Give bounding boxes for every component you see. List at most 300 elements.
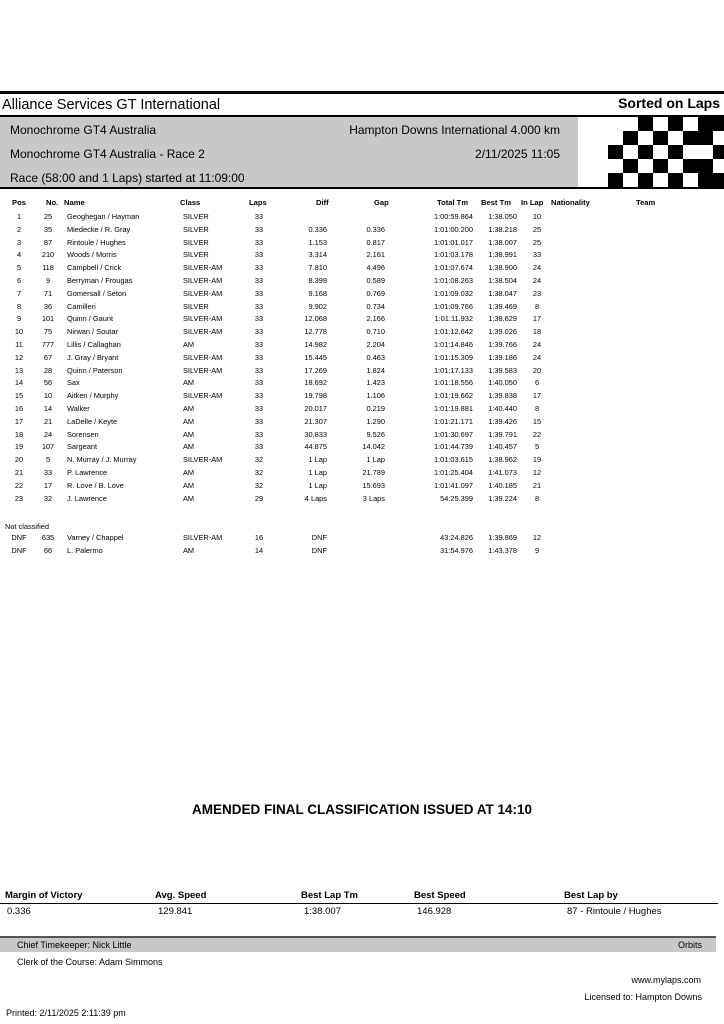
cell-gap: 0.710 bbox=[366, 327, 385, 337]
cell-best-tm: 1:38.047 bbox=[488, 288, 517, 298]
cell-pos: 9 bbox=[16, 314, 22, 324]
best-lap-label: Best Lap Tm bbox=[301, 890, 359, 901]
cell-no: 5 bbox=[45, 455, 51, 465]
cell-best-tm: 1:39.426 bbox=[488, 416, 517, 426]
cell-laps: 33 bbox=[254, 442, 264, 452]
cell-name: J. Lawrence bbox=[67, 493, 107, 503]
table-row bbox=[0, 391, 724, 404]
cell-total-tm: 1:01:09.766 bbox=[433, 301, 473, 311]
flag-square bbox=[653, 131, 668, 145]
cell-best-tm: 1:39.869 bbox=[488, 533, 517, 542]
cell-no: 36 bbox=[43, 301, 53, 311]
cell-pos: DNF bbox=[11, 533, 27, 542]
cell-laps: 33 bbox=[254, 391, 264, 401]
cell-diff: 15.445 bbox=[304, 352, 327, 362]
cell-diff: 8.399 bbox=[308, 276, 327, 285]
cell-best-tm: 1:39.026 bbox=[488, 327, 517, 337]
cell-pos: 8 bbox=[16, 301, 22, 311]
cell-name: LaDelle / Keyte bbox=[67, 416, 118, 426]
cell-class: SILVER bbox=[183, 224, 209, 234]
cell-gap: 1.824 bbox=[366, 365, 385, 375]
cell-laps: 33 bbox=[254, 301, 264, 311]
cell-in-lap: 12 bbox=[532, 468, 542, 477]
cell-diff: 44.875 bbox=[304, 442, 327, 452]
best-lap-value: 1:38.007 bbox=[304, 906, 341, 917]
cell-laps: 14 bbox=[254, 545, 264, 555]
cell-no: 635 bbox=[41, 533, 55, 542]
col-laps: Laps bbox=[249, 198, 267, 207]
cell-no: 107 bbox=[41, 442, 55, 452]
cell-total-tm: 1:01:08.263 bbox=[433, 276, 473, 285]
cell-diff: 14.982 bbox=[304, 340, 327, 349]
cell-gap: 0.336 bbox=[366, 224, 385, 234]
cell-best-tm: 1:38.962 bbox=[488, 455, 517, 465]
flag-square bbox=[698, 173, 713, 187]
cell-in-lap: 15 bbox=[532, 416, 542, 426]
cell-pos: 14 bbox=[14, 378, 24, 388]
cell-pos: 16 bbox=[14, 404, 24, 413]
cell-total-tm: 1:00:59.864 bbox=[433, 212, 473, 221]
col-no: No. bbox=[46, 198, 59, 207]
cell-in-lap: 24 bbox=[532, 263, 542, 273]
cell-no: 87 bbox=[43, 237, 53, 247]
cell-class: SILVER-AM bbox=[183, 288, 223, 298]
cell-class: AM bbox=[183, 545, 195, 555]
table-row bbox=[0, 353, 724, 366]
flag-square bbox=[683, 131, 698, 145]
cell-pos: 7 bbox=[16, 288, 22, 298]
cell-gap: 9.526 bbox=[366, 429, 385, 439]
best-speed-label: Best Speed bbox=[414, 890, 466, 901]
cell-best-tm: 1:39.224 bbox=[488, 493, 517, 503]
cell-total-tm: 1:01:25.404 bbox=[433, 468, 473, 477]
race-date: 2/11/2025 11:05 bbox=[475, 147, 560, 161]
cell-name: Gomersall / Seton bbox=[67, 288, 127, 298]
cell-name: Quinn / Paterson bbox=[67, 365, 123, 375]
cell-laps: 33 bbox=[254, 263, 264, 273]
cell-diff: 9.168 bbox=[308, 288, 327, 298]
cell-in-lap: 24 bbox=[532, 352, 542, 362]
flag-square bbox=[698, 117, 713, 131]
cell-name: P. Lawrence bbox=[67, 468, 108, 477]
cell-in-lap: 10 bbox=[532, 212, 542, 221]
avg-speed-value: 129.841 bbox=[158, 906, 193, 917]
summary-rule bbox=[0, 903, 718, 904]
cell-class: SILVER-AM bbox=[183, 455, 223, 465]
race-name: Monochrome GT4 Australia - Race 2 bbox=[10, 147, 205, 161]
cell-gap: 0.219 bbox=[366, 404, 385, 413]
cell-no: 25 bbox=[43, 212, 53, 221]
cell-name: Walker bbox=[67, 404, 90, 413]
cell-diff: 9.902 bbox=[308, 301, 327, 311]
timekeeper-rule bbox=[0, 936, 716, 938]
avg-speed-label: Avg. Speed bbox=[155, 890, 207, 901]
cell-in-lap: 23 bbox=[532, 288, 542, 298]
cell-best-tm: 1:39.766 bbox=[488, 340, 517, 349]
table-row bbox=[0, 276, 724, 289]
cell-gap: 1.423 bbox=[366, 378, 385, 388]
cell-name: Berryman / Frougas bbox=[67, 276, 133, 285]
cell-in-lap: 6 bbox=[534, 378, 540, 388]
col-in-lap: In Lap bbox=[521, 198, 544, 207]
cell-class: AM bbox=[183, 480, 195, 490]
cell-no: 17 bbox=[43, 480, 53, 490]
cell-name: R. Love / B. Love bbox=[67, 480, 124, 490]
cell-class: AM bbox=[183, 340, 195, 349]
cell-gap: 3 Laps bbox=[362, 493, 385, 503]
cell-best-tm: 1:40.185 bbox=[488, 480, 517, 490]
cell-best-tm: 1:39.791 bbox=[488, 429, 517, 439]
cell-total-tm: 1:01:15.309 bbox=[433, 352, 473, 362]
best-lap-by-value: 87 - Rintoule / Hughes bbox=[567, 906, 662, 917]
cell-gap: 21.789 bbox=[362, 468, 385, 477]
cell-no: 66 bbox=[43, 545, 53, 555]
header-top-rule bbox=[0, 91, 724, 94]
flag-square bbox=[638, 173, 653, 187]
cell-gap: 2.161 bbox=[366, 250, 385, 260]
table-row bbox=[0, 404, 724, 417]
cell-pos: 12 bbox=[14, 352, 24, 362]
cell-best-tm: 1:38.218 bbox=[488, 224, 517, 234]
table-row bbox=[0, 263, 724, 276]
cell-best-tm: 1:38.504 bbox=[488, 276, 517, 285]
cell-pos: DNF bbox=[11, 545, 27, 555]
table-row bbox=[0, 289, 724, 302]
cell-laps: 33 bbox=[254, 314, 264, 324]
cell-total-tm: 1:01:03.178 bbox=[433, 250, 473, 260]
cell-name: Sorensen bbox=[67, 429, 99, 439]
licensed-to: Licensed to: Hampton Downs bbox=[584, 992, 702, 1002]
cell-no: 75 bbox=[43, 327, 53, 337]
not-classified-label: Not classified bbox=[5, 522, 49, 531]
col-total-tm: Total Tm bbox=[437, 198, 469, 207]
cell-laps: 33 bbox=[254, 212, 264, 221]
cell-no: 101 bbox=[41, 314, 55, 324]
cell-gap: 2.204 bbox=[366, 340, 385, 349]
cell-best-tm: 1:39.838 bbox=[488, 391, 517, 401]
cell-diff: 17.269 bbox=[304, 365, 327, 375]
cell-class: SILVER-AM bbox=[183, 276, 223, 285]
cell-name: Campbell / Crick bbox=[67, 263, 122, 273]
cell-gap: 14.042 bbox=[362, 442, 385, 452]
cell-in-lap: 25 bbox=[532, 237, 542, 247]
cell-gap: 15.693 bbox=[362, 480, 385, 490]
cell-total-tm: 1:01:19.881 bbox=[433, 404, 473, 413]
cell-class: AM bbox=[183, 429, 195, 439]
cell-laps: 33 bbox=[254, 327, 264, 337]
cell-best-tm: 1:41.073 bbox=[488, 468, 517, 477]
table-row bbox=[0, 340, 724, 353]
flag-square bbox=[638, 145, 653, 159]
cell-no: 24 bbox=[43, 429, 53, 439]
cell-name: Rintoule / Hughes bbox=[67, 237, 126, 247]
orbits-label: Orbits bbox=[677, 940, 702, 950]
cell-name: Lillis / Callaghan bbox=[67, 340, 121, 349]
cell-total-tm: 1:01:03.615 bbox=[433, 455, 473, 465]
table-row bbox=[0, 455, 724, 468]
cell-in-lap: 19 bbox=[532, 455, 542, 465]
cell-laps: 33 bbox=[254, 429, 264, 439]
margin-value: 0.336 bbox=[7, 906, 31, 917]
cell-diff: DNF bbox=[311, 533, 327, 542]
cell-gap: 0.817 bbox=[366, 237, 385, 247]
cell-in-lap: 8 bbox=[534, 493, 540, 503]
cell-pos: 13 bbox=[14, 365, 24, 375]
col-team: Team bbox=[636, 198, 656, 207]
flag-square bbox=[698, 159, 713, 173]
cell-laps: 33 bbox=[254, 237, 264, 247]
website-link[interactable]: www.mylaps.com bbox=[631, 975, 701, 985]
cell-no: 118 bbox=[42, 263, 54, 273]
cell-class: AM bbox=[183, 493, 195, 503]
cell-gap: 4.496 bbox=[366, 263, 385, 273]
cell-best-tm: 1:40.050 bbox=[488, 378, 517, 388]
cell-no: 33 bbox=[43, 468, 53, 477]
table-row bbox=[0, 327, 724, 340]
cell-name: Geoghegan / Hayman bbox=[67, 212, 140, 221]
cell-no: 9 bbox=[45, 276, 51, 285]
cell-total-tm: 1:01:19.662 bbox=[433, 391, 473, 401]
cell-best-tm: 1:39.186 bbox=[488, 352, 517, 362]
flag-square bbox=[713, 173, 724, 187]
cell-pos: 17 bbox=[14, 416, 24, 426]
cell-no: 71 bbox=[43, 288, 53, 298]
cell-class: SILVER bbox=[183, 250, 209, 260]
cell-class: SILVER-AM bbox=[183, 263, 223, 273]
cell-laps: 33 bbox=[254, 340, 264, 349]
organization-title: Alliance Services GT International bbox=[2, 97, 221, 113]
cell-name: Camilleri bbox=[67, 301, 96, 311]
cell-class: SILVER bbox=[183, 301, 209, 311]
cell-in-lap: 25 bbox=[532, 224, 542, 234]
best-speed-value: 146.928 bbox=[417, 906, 452, 917]
venue-label: Hampton Downs International 4.000 km bbox=[349, 123, 560, 137]
cell-total-tm: 1:01:09.032 bbox=[433, 288, 473, 298]
cell-pos: 20 bbox=[14, 455, 24, 465]
cell-diff: 1 Lap bbox=[308, 455, 327, 465]
cell-in-lap: 20 bbox=[532, 365, 542, 375]
col-diff: Diff bbox=[316, 198, 329, 207]
cell-class: AM bbox=[183, 416, 195, 426]
table-row bbox=[0, 494, 724, 507]
table-row bbox=[0, 430, 724, 443]
flag-square bbox=[653, 159, 668, 173]
cell-pos: 19 bbox=[14, 442, 24, 452]
cell-laps: 16 bbox=[254, 533, 264, 542]
table-row bbox=[0, 546, 724, 559]
cell-best-tm: 1:40.440 bbox=[488, 404, 517, 413]
cell-laps: 33 bbox=[254, 378, 264, 388]
table-row bbox=[0, 481, 724, 494]
cell-name: Aitken / Murphy bbox=[67, 391, 119, 401]
cell-best-tm: 1:43.378 bbox=[488, 545, 517, 555]
cell-total-tm: 31:54.976 bbox=[440, 545, 473, 555]
cell-diff: 1 Lap bbox=[308, 468, 327, 477]
cell-pos: 11 bbox=[15, 340, 23, 349]
cell-gap: 2.166 bbox=[366, 314, 385, 324]
table-row bbox=[0, 366, 724, 379]
cell-best-tm: 1:39.583 bbox=[488, 365, 517, 375]
cell-in-lap: 5 bbox=[534, 442, 540, 452]
chief-timekeeper: Chief Timekeeper: Nick Little bbox=[17, 940, 132, 950]
cell-diff: 19.798 bbox=[304, 391, 327, 401]
cell-no: 14 bbox=[43, 404, 53, 413]
cell-no: 35 bbox=[43, 224, 53, 234]
cell-no: 21 bbox=[43, 416, 53, 426]
cell-pos: 4 bbox=[16, 250, 22, 260]
cell-in-lap: 9 bbox=[534, 545, 540, 555]
cell-no: 777 bbox=[41, 340, 55, 349]
cell-class: SILVER-AM bbox=[183, 365, 223, 375]
cell-pos: 3 bbox=[16, 237, 22, 247]
cell-laps: 33 bbox=[254, 276, 264, 285]
panel-bottom-rule bbox=[0, 187, 724, 189]
cell-no: 56 bbox=[43, 378, 53, 388]
cell-in-lap: 8 bbox=[534, 404, 540, 413]
cell-laps: 33 bbox=[254, 365, 264, 375]
table-row bbox=[0, 533, 724, 546]
table-row bbox=[0, 378, 724, 391]
series-name: Monochrome GT4 Australia bbox=[10, 123, 157, 137]
flag-square bbox=[668, 173, 683, 187]
cell-name: Quinn / Gaunt bbox=[67, 314, 114, 324]
cell-best-tm: 1:38.629 bbox=[488, 314, 517, 324]
cell-in-lap: 24 bbox=[532, 340, 542, 349]
col-class: Class bbox=[180, 198, 201, 207]
cell-laps: 33 bbox=[254, 288, 264, 298]
cell-pos: 10 bbox=[14, 327, 24, 337]
cell-class: SILVER-AM bbox=[183, 327, 223, 337]
flag-square bbox=[638, 117, 653, 131]
cell-pos: 15 bbox=[14, 391, 24, 401]
cell-total-tm: 54:25.399 bbox=[440, 493, 473, 503]
cell-diff: 21.307 bbox=[304, 416, 327, 426]
cell-laps: 32 bbox=[254, 455, 264, 465]
cell-total-tm: 1:01:01.017 bbox=[433, 237, 473, 247]
cell-in-lap: 8 bbox=[534, 301, 540, 311]
cell-laps: 33 bbox=[254, 224, 264, 234]
cell-pos: 22 bbox=[14, 480, 24, 490]
checkered-flag-logo bbox=[578, 117, 724, 187]
cell-pos: 1 bbox=[16, 212, 22, 221]
cell-in-lap: 17 bbox=[532, 391, 542, 401]
cell-total-tm: 1:01:11.932 bbox=[434, 314, 473, 324]
cell-name: N. Murray / J. Murray bbox=[67, 455, 137, 465]
amended-notice: AMENDED FINAL CLASSIFICATION ISSUED AT 14:10 bbox=[191, 802, 533, 817]
cell-pos: 2 bbox=[16, 224, 22, 234]
cell-in-lap: 22 bbox=[532, 429, 542, 439]
cell-in-lap: 21 bbox=[532, 480, 542, 490]
cell-class: SILVER-AM bbox=[183, 314, 223, 324]
table-row bbox=[0, 212, 724, 225]
cell-diff: 30.833 bbox=[304, 429, 327, 439]
cell-total-tm: 43:24.826 bbox=[440, 533, 473, 542]
flag-square bbox=[623, 159, 638, 173]
col-nationality: Nationality bbox=[551, 198, 590, 207]
cell-class: AM bbox=[183, 378, 195, 388]
cell-total-tm: 1:01:18.556 bbox=[433, 378, 473, 388]
flag-square bbox=[698, 131, 713, 145]
cell-laps: 33 bbox=[254, 250, 264, 260]
cell-in-lap: 24 bbox=[532, 276, 542, 285]
cell-no: 28 bbox=[43, 365, 53, 375]
cell-diff: 1.153 bbox=[308, 237, 327, 247]
sort-label: Sorted on Laps bbox=[618, 95, 720, 111]
cell-diff: 12.068 bbox=[304, 314, 327, 324]
cell-diff: 20.017 bbox=[304, 404, 327, 413]
cell-in-lap: 12 bbox=[532, 533, 542, 542]
cell-class: SILVER bbox=[183, 212, 209, 221]
flag-square bbox=[668, 117, 683, 131]
cell-total-tm: 1:01:21.171 bbox=[433, 416, 473, 426]
cell-total-tm: 1:01:12.642 bbox=[433, 327, 473, 337]
flag-square bbox=[623, 131, 638, 145]
cell-diff: 0.336 bbox=[308, 224, 327, 234]
cell-class: SILVER-AM bbox=[183, 533, 223, 542]
cell-total-tm: 1:01:41.097 bbox=[433, 480, 473, 490]
cell-laps: 32 bbox=[254, 468, 264, 477]
cell-class: SILVER-AM bbox=[183, 391, 223, 401]
table-row bbox=[0, 442, 724, 455]
cell-pos: 23 bbox=[14, 493, 24, 503]
cell-pos: 21 bbox=[14, 468, 24, 477]
cell-total-tm: 1:01:07.674 bbox=[433, 263, 473, 273]
cell-class: SILVER bbox=[183, 237, 209, 247]
cell-laps: 33 bbox=[254, 404, 264, 413]
cell-name: Sargeant bbox=[67, 442, 97, 452]
cell-no: 210 bbox=[41, 250, 55, 260]
flag-square bbox=[713, 145, 724, 159]
col-pos: Pos bbox=[12, 198, 26, 207]
cell-laps: 33 bbox=[254, 416, 264, 426]
cell-best-tm: 1:38.991 bbox=[488, 250, 517, 260]
cell-gap: 0.463 bbox=[366, 352, 385, 362]
table-row bbox=[0, 468, 724, 481]
cell-no: 10 bbox=[43, 391, 53, 401]
flag-square bbox=[608, 173, 623, 187]
cell-best-tm: 1:38.007 bbox=[488, 237, 517, 247]
cell-name: L. Palermo bbox=[67, 545, 103, 555]
cell-name: J. Gray / Bryant bbox=[67, 352, 119, 362]
cell-diff: 1 Lap bbox=[308, 480, 327, 490]
cell-laps: 29 bbox=[254, 493, 264, 503]
cell-total-tm: 1:01:30.697 bbox=[433, 429, 473, 439]
flag-square bbox=[713, 117, 724, 131]
flag-square bbox=[668, 145, 683, 159]
margin-label: Margin of Victory bbox=[5, 890, 83, 901]
clerk-of-course: Clerk of the Course: Adam Simmons bbox=[17, 957, 163, 967]
best-lap-by-label: Best Lap by bbox=[564, 890, 618, 901]
table-row bbox=[0, 250, 724, 263]
cell-gap: 1.106 bbox=[366, 391, 385, 401]
cell-gap: 0.589 bbox=[366, 276, 385, 285]
cell-class: AM bbox=[183, 404, 195, 413]
cell-gap: 0.734 bbox=[366, 301, 385, 311]
table-row bbox=[0, 238, 724, 251]
cell-pos: 18 bbox=[14, 429, 24, 439]
cell-gap: 1.290 bbox=[366, 416, 385, 426]
cell-diff: 12.778 bbox=[304, 327, 327, 337]
cell-name: Miedecke / R. Gray bbox=[67, 224, 131, 234]
cell-diff: 4 Laps bbox=[304, 493, 327, 503]
cell-in-lap: 17 bbox=[532, 314, 542, 324]
flag-square bbox=[608, 145, 623, 159]
cell-in-lap: 18 bbox=[532, 327, 542, 337]
table-row bbox=[0, 302, 724, 315]
cell-total-tm: 1:01:44.739 bbox=[433, 442, 473, 452]
printed-timestamp: Printed: 2/11/2025 2:11:39 pm bbox=[6, 1008, 126, 1018]
cell-no: 32 bbox=[43, 493, 53, 503]
